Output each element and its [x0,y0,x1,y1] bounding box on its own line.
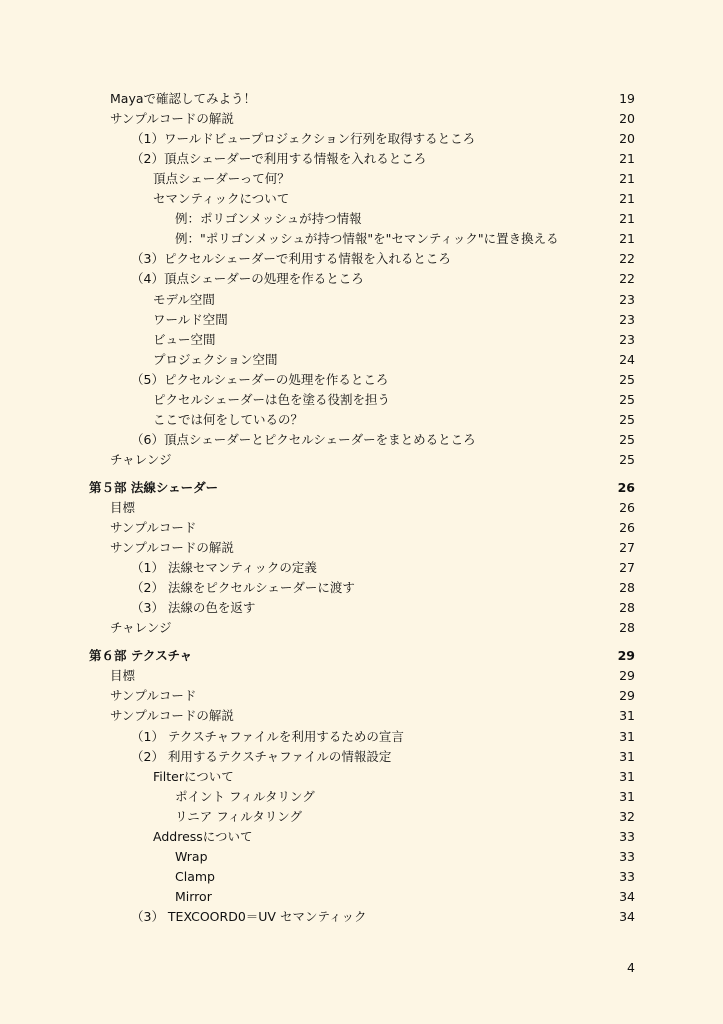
toc-entry-page: 28 [619,620,635,635]
toc-entry-page: 25 [619,392,635,407]
page-number: 4 [627,960,635,975]
toc-entry-title: Filterについて [153,769,234,784]
toc-entry-page: 31 [619,708,635,723]
toc-entry-page: 26 [617,480,635,495]
toc-entry-page: 24 [619,352,635,367]
toc-entry-page: 28 [619,600,635,615]
toc-entry [0,558,723,578]
toc-entry-page: 25 [619,372,635,387]
toc-entry-page: 23 [619,292,635,307]
toc-entry-title: （1） 法線セマンティックの定義 [131,560,317,575]
toc-entry-title: Clamp [175,869,215,884]
toc-entry [0,450,723,470]
toc-entry [0,498,723,518]
toc-entry-page: 20 [619,111,635,126]
toc-entry-title: 目標 [110,668,136,683]
toc-entry [0,209,723,229]
toc-entry-page: 22 [619,251,635,266]
toc-entry-page: 34 [619,889,635,904]
toc-entry [0,249,723,269]
toc-entry-page: 21 [619,231,635,246]
toc-entry-page: 33 [619,869,635,884]
toc-entry-title: 例："ポリゴンメッシュが持つ情報"を"セマンティック"に置き換える [175,231,559,246]
toc-entry [0,109,723,129]
toc-entry-title: ここでは何をしているの？ [153,412,304,427]
toc-entry-title: ピクセルシェーダーは色を塗る役割を担う [153,392,390,407]
toc-entry-page: 23 [619,312,635,327]
toc-entry-title: ワールド空間 [153,312,228,327]
toc-entry-page: 27 [619,560,635,575]
toc-entry-page: 31 [619,789,635,804]
toc-entry-page: 21 [619,171,635,186]
toc-entry [0,390,723,410]
toc-entry [0,370,723,390]
toc-entry-page: 33 [619,829,635,844]
toc-entry [0,578,723,598]
toc-entry-title: （2）頂点シェーダーで利用する情報を入れるところ [131,151,427,166]
toc-entry-title: Mayaで確認してみよう！ [110,91,257,106]
toc-entry [0,290,723,310]
toc-part-heading [0,478,723,498]
toc-entry [0,149,723,169]
toc-entry [0,867,723,887]
toc-entry [0,706,723,726]
toc-entry-page: 19 [619,91,635,106]
toc-entry-title: チャレンジ [110,452,172,467]
toc-entry [0,410,723,430]
toc-entry-page: 21 [619,211,635,226]
toc-entry-title: ビュー空間 [153,332,216,347]
toc-entry-page: 27 [619,540,635,555]
toc-entry-title: Mirror [175,889,212,904]
toc-entry-title: （6）頂点シェーダーとピクセルシェーダーをまとめるところ [131,432,476,447]
toc-entry [0,787,723,807]
toc-entry-page: 22 [619,271,635,286]
toc-entry [0,727,723,747]
toc-entry [0,747,723,767]
toc-entry-page: 21 [619,191,635,206]
toc-entry-page: 34 [619,909,635,924]
toc-entry [0,827,723,847]
toc-entry-title: 例：ポリゴンメッシュが持つ情報 [175,211,362,226]
toc-entry-title: セマンティックについて [153,191,290,206]
toc-entry-page: 26 [619,500,635,515]
toc-entry-page: 21 [619,151,635,166]
toc-entry-page: 31 [619,749,635,764]
toc-entry [0,618,723,638]
toc-entry [0,310,723,330]
toc-entry [0,767,723,787]
toc-entry [0,330,723,350]
toc-entry [0,169,723,189]
toc-entry-page: 29 [619,688,635,703]
toc-entry-title: リニア フィルタリング [175,809,302,824]
toc-entry-title: サンプルコード [110,688,197,703]
toc-entry-title: Wrap [175,849,208,864]
toc-entry-page: 29 [617,648,635,663]
toc-entry-page: 23 [619,332,635,347]
toc-entry-title: （1）ワールドビュープロジェクション行列を取得するところ [131,131,476,146]
toc-entry-title: サンプルコードの解説 [110,540,234,555]
toc-entry-title: （1） テクスチャファイルを利用するための宣言 [131,729,404,744]
toc-entry [0,430,723,450]
toc-entry-page: 20 [619,131,635,146]
toc-entry-title: 頂点シェーダーって何？ [153,171,290,186]
toc-entry-title: Addressについて [153,829,253,844]
toc-entry [0,189,723,209]
toc-entry-title: プロジェクション空間 [153,352,278,367]
toc-part-heading [0,646,723,666]
toc-entry-title: （3）ピクセルシェーダーで利用する情報を入れるところ [131,251,451,266]
toc-entry-title: （4）頂点シェーダーの処理を作るところ [131,271,364,286]
toc-entry-title: 第５部 法線シェーダー [89,480,219,495]
toc-entry-page: 31 [619,769,635,784]
toc-entry [0,350,723,370]
toc-entry [0,89,723,109]
toc-entry [0,229,723,249]
toc-entry-title: チャレンジ [110,620,172,635]
toc-entry [0,887,723,907]
toc-entry-title: モデル空間 [153,292,215,307]
toc-entry [0,666,723,686]
toc-entry-title: 目標 [110,500,136,515]
toc-entry-title: サンプルコード [110,520,197,535]
toc-entry [0,598,723,618]
toc-entry-page: 28 [619,580,635,595]
toc-entry [0,129,723,149]
toc-entry-page: 32 [619,809,635,824]
toc-entry [0,686,723,706]
toc-entry-title: 第６部 テクスチャ [89,648,193,663]
toc-entry-page: 25 [619,432,635,447]
toc-entry-page: 25 [619,452,635,467]
toc-entry-title: （2） 法線をピクセルシェーダーに渡す [131,580,355,595]
toc-entry [0,538,723,558]
toc-entry [0,847,723,867]
toc-entry-page: 25 [619,412,635,427]
toc-entry-title: サンプルコードの解説 [110,111,234,126]
toc-entry-title: ポイント フィルタリング [175,789,315,804]
toc-entry [0,807,723,827]
toc-entry-page: 26 [619,520,635,535]
toc-entry [0,907,723,927]
toc-entry-title: （2） 利用するテクスチャファイルの情報設定 [131,749,392,764]
toc-entry-title: （3） 法線の色を返す [131,600,256,615]
toc-entry [0,518,723,538]
toc-entry-page: 29 [619,668,635,683]
toc-entry-title: サンプルコードの解説 [110,708,234,723]
toc-entry-title: （5）ピクセルシェーダーの処理を作るところ [131,372,389,387]
toc-entry [0,269,723,289]
toc-entry-page: 33 [619,849,635,864]
toc-entry-title: （3） TEXCOORD0＝UV セマンティック [131,909,367,924]
toc-entry-page: 31 [619,729,635,744]
